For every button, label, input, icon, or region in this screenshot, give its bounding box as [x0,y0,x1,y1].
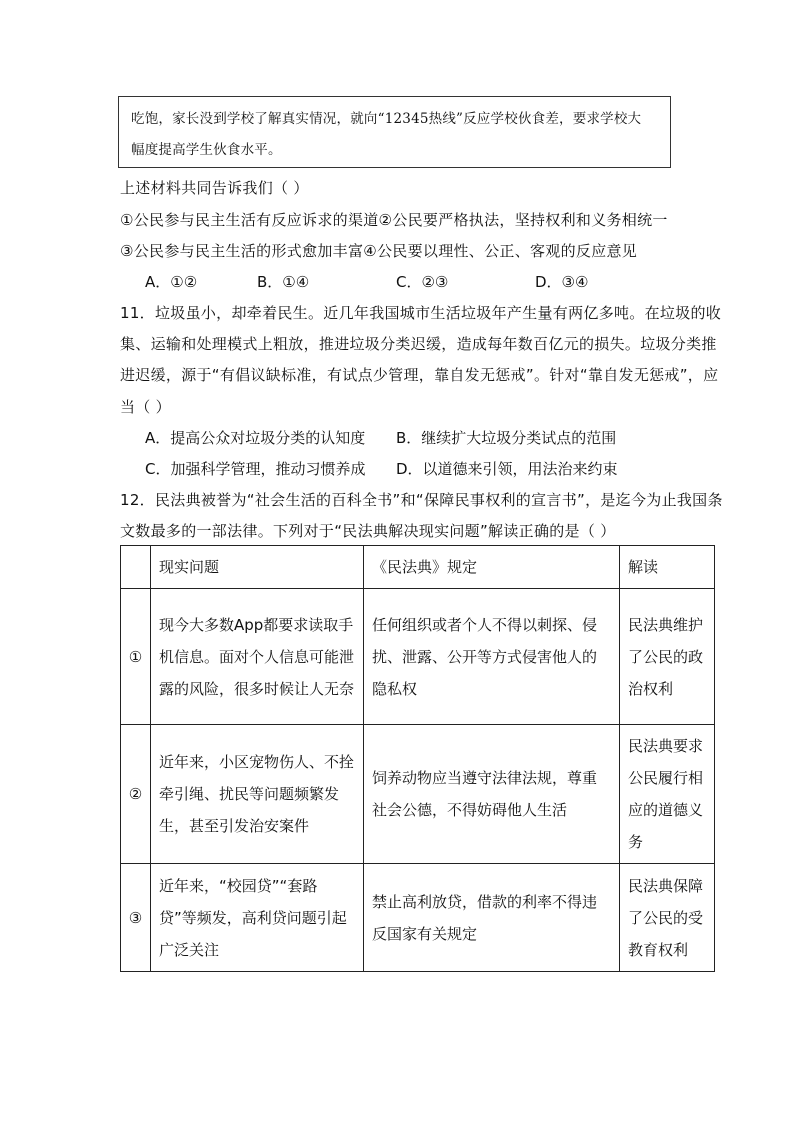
q10-option-d: D．③④ [535,273,589,291]
table-row [121,589,715,725]
q12-line-1: 12．民法典被誉为“社会生活的百科全书”和“保障民事权利的宣言书”，是迄今为止我国条 [120,491,723,509]
rule-cell: 禁止高利放贷，借款的利率不得违反国家有关规定 [364,864,620,972]
q10-option-c: C．②③ [396,273,449,291]
q11-line-4: 当（ ） [120,398,171,416]
q12-table [120,545,715,972]
q11-line-2: 集、运输和处理模式上粗放，推进垃圾分类迟缓，造成每年数百亿元的损失。垃圾分类推 [120,335,717,353]
q10-statements-1: ①公民参与民主生活有反应诉求的渠道②公民要严格执法，坚持权利和义务相统一 [120,211,668,229]
table-header-row [121,546,715,589]
header-cell-interpretation: 解读 [620,546,715,589]
q10-option-a: A．①② [145,273,198,291]
rule-cell: 饲养动物应当遵守法律法规，尊重社会公德，不得妨碍他人生活 [364,725,620,864]
interpretation-cell: 民法典维护了公民的政治权利 [620,589,715,725]
header-cell-problem: 现实问题 [151,546,364,589]
material-line-1: 吃饱，家长没到学校了解真实情况，就向“12345热线”反应学校伙食差，要求学校大 [131,111,642,127]
table-row [121,864,715,972]
q11-option-b: B．继续扩大垃圾分类试点的范围 [396,429,617,447]
interpretation-cell: 民法典要求公民履行相应的道德义务 [620,725,715,864]
q10-statements-2: ③公民参与民主生活的形式愈加丰富④公民要以理性、公正、客观的反应意见 [120,242,638,260]
q10-stem: 上述材料共同告诉我们（ ） [120,179,309,197]
problem-cell: 近年来，小区宠物伤人、不拴牵引绳、扰民等问题频繁发生，甚至引发治安案件 [151,725,364,864]
rule-cell: 任何组织或者个人不得以刺探、侵扰、泄露、公开等方式侵害他人的隐私权 [364,589,620,725]
material-box [118,96,671,168]
row-index: ② [121,725,151,864]
interpretation-cell: 民法典保障了公民的受教育权利 [620,864,715,972]
q10-option-b: B．①④ [257,273,310,291]
q12-line-2: 文数最多的一部法律。下列对于“民法典解决现实问题”解读正确的是（ ） [120,522,616,540]
row-index: ③ [121,864,151,972]
header-cell-rule: 《民法典》规定 [364,546,620,589]
table-row [121,725,715,864]
q11-option-d: D．以道德来引领，用法治来约束 [396,460,618,478]
row-index: ① [121,589,151,725]
q11-line-1: 11．垃圾虽小，却牵着民生。近几年我国城市生活垃圾年产生量有两亿多吨。在垃圾的收 [120,304,722,322]
q11-option-a: A．提高公众对垃圾分类的认知度 [145,429,366,447]
problem-cell: 近年来，“校园贷”“套路贷”等频发，高利贷问题引起广泛关注 [151,864,364,972]
q11-line-3: 进迟缓，源于“有倡议缺标准，有试点少管理，靠自发无惩戒”。针对“靠自发无惩戒”，应 [120,366,719,384]
problem-cell: 现今大多数App都要求读取手机信息。面对个人信息可能泄露的风险，很多时候让人无奈 [151,589,364,725]
q11-option-c: C．加强科学管理，推动习惯养成 [145,460,366,478]
material-line-2: 幅度提高学生伙食水平。 [131,142,282,158]
header-cell-index [121,546,151,589]
